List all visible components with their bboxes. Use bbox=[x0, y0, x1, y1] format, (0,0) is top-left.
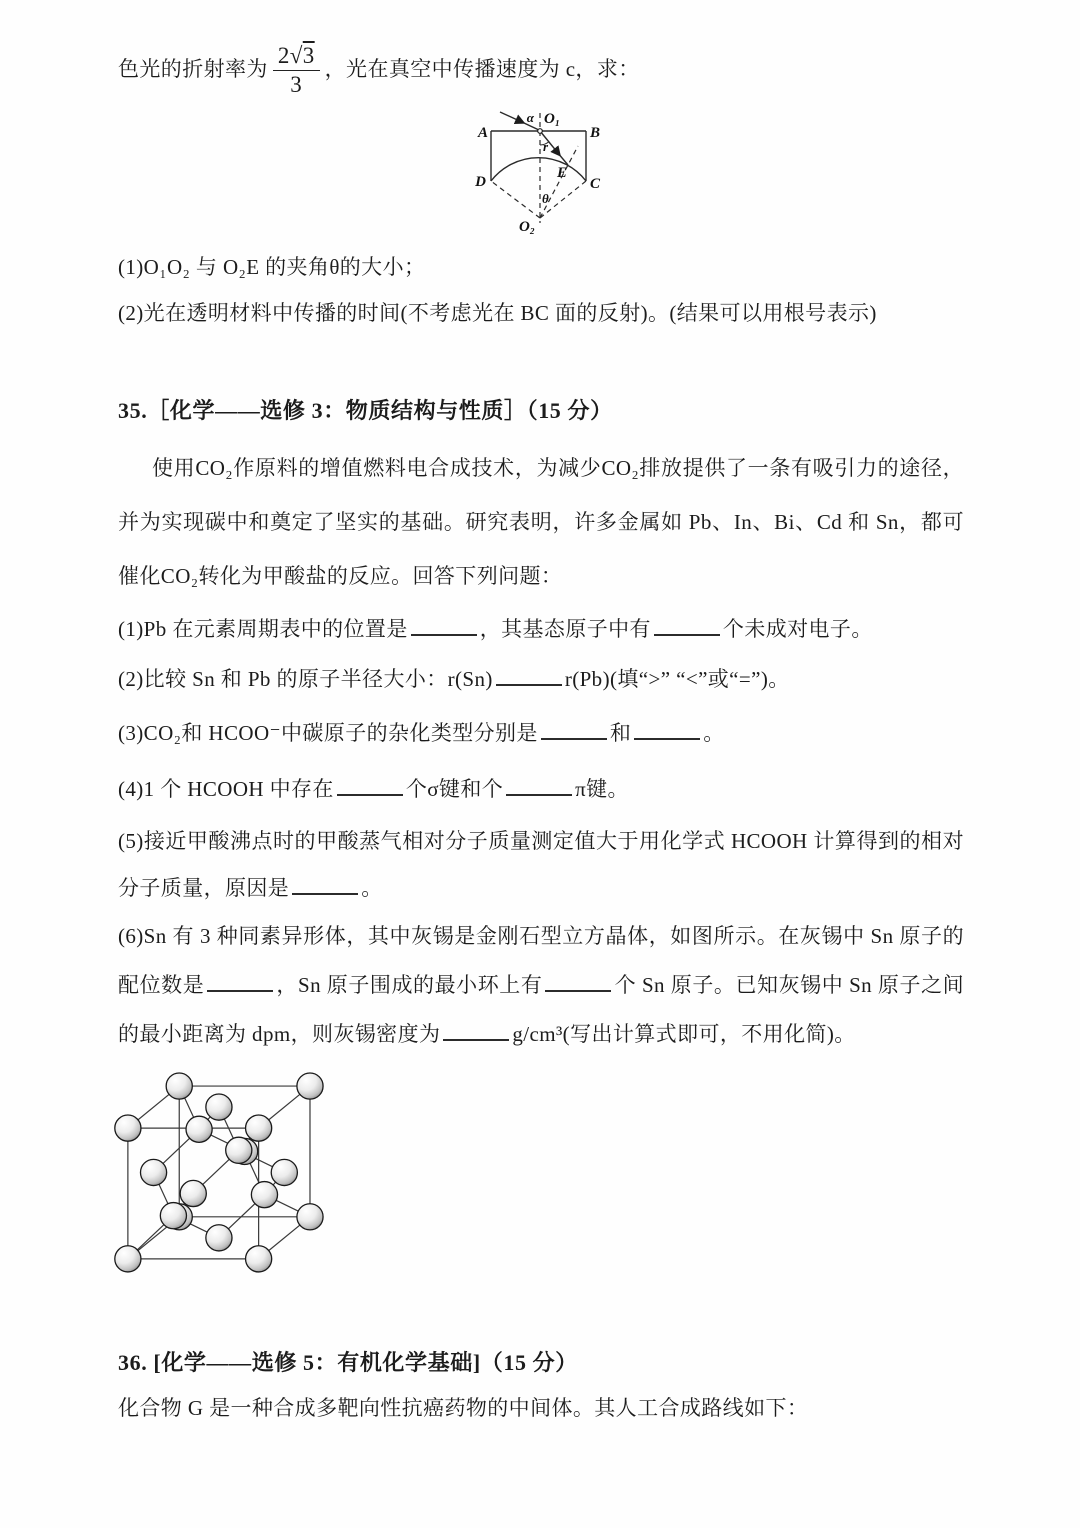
label-O2: O₂ bbox=[518, 219, 535, 235]
label-O1: O₁ bbox=[544, 111, 561, 127]
text-run: (4)1 个 HCOOH 中存在 bbox=[118, 777, 334, 801]
q35-item-2 bbox=[118, 664, 790, 696]
q36-intro: 化合物 G 是一种合成多靶向性抗癌药物的中间体。其人工合成路线如下： bbox=[118, 1396, 809, 1420]
text-run: (2)比较 Sn 和 Pb 的原子半径大小：r(Sn) bbox=[118, 667, 493, 691]
intro-prefix: 色光的折射率为 bbox=[118, 57, 268, 82]
text-run: 。 bbox=[361, 876, 383, 900]
answer-blank bbox=[545, 985, 611, 992]
sn-atom bbox=[251, 1182, 277, 1208]
fraction-denominator: 3 bbox=[290, 71, 303, 97]
answer-blank bbox=[207, 985, 273, 992]
radical-sign: √ bbox=[289, 42, 303, 68]
answer-blank bbox=[292, 888, 358, 895]
curved-surface-DC bbox=[491, 158, 586, 181]
q35-item-6 bbox=[118, 912, 964, 1059]
text-run: 。 bbox=[703, 721, 725, 745]
text-run: g/cm³(写出计算式即可，不用化简)。 bbox=[512, 1022, 856, 1046]
text-run: π键。 bbox=[575, 777, 629, 801]
sn-atom bbox=[115, 1246, 141, 1272]
text-run: 个 Sn 原子。已知灰锡中 Sn 原子之间的最小距离为 dpm，则灰锡密度为 bbox=[118, 973, 964, 1046]
text-run: (3)CO₂和 HCOO⁻中碳原子的杂化类型分别是 bbox=[118, 721, 538, 745]
fraction-radicand: 3 bbox=[302, 42, 315, 68]
label-C: C bbox=[590, 176, 601, 192]
fraction-coefficient: 2 bbox=[277, 42, 290, 68]
sn-atom bbox=[180, 1180, 206, 1206]
incident-ray bbox=[500, 112, 524, 123]
text-run: (1)Pb 在元素周期表中的位置是 bbox=[118, 617, 408, 641]
answer-blank bbox=[337, 789, 403, 796]
answer-blank bbox=[506, 789, 572, 796]
sn-atom bbox=[271, 1159, 297, 1185]
question-34-intro-line bbox=[118, 34, 640, 106]
text-run: 和 bbox=[609, 721, 632, 745]
sn-atom bbox=[206, 1094, 232, 1120]
sn-atom bbox=[206, 1225, 232, 1251]
answer-blank bbox=[411, 629, 477, 636]
text-run: r(Pb)(填“>” “<”或“=”)。 bbox=[564, 667, 790, 691]
q35-item-5 bbox=[118, 818, 964, 912]
q35-item-4 bbox=[118, 774, 629, 806]
q35-item-3 bbox=[118, 718, 725, 750]
text-run: 个σ键和个 bbox=[405, 777, 504, 801]
text-run: (6)Sn 有 3 种同素异形体，其中灰锡是金刚石型立方晶体，如图所示。在灰锡中 Sn 原子的配位数是 bbox=[118, 924, 964, 997]
q36-title: 36. [化学——选修 5：有机化学基础]（15 分） bbox=[118, 1350, 578, 1375]
q34-item-1: (1)O₁O₂ 与 O₂E 的夹角θ的大小； bbox=[118, 255, 426, 279]
sn-atom bbox=[115, 1115, 141, 1141]
text-run: ，其基态原子中有 bbox=[479, 617, 651, 641]
q34-item-2: (2)光在透明材料中传播的时间(不考虑光在 BC 面的反射)。(结果可以用根号表示) bbox=[118, 301, 877, 325]
answer-blank bbox=[541, 733, 607, 740]
crystal-structure-figure bbox=[112, 1068, 324, 1276]
q35-title: 35.［化学——选修 3：物质结构与性质］（15 分） bbox=[118, 398, 613, 423]
answer-blank bbox=[443, 1034, 509, 1041]
sn-atom bbox=[166, 1073, 192, 1099]
intro-suffix: ，光在真空中传播速度为 c，求： bbox=[324, 57, 640, 82]
answer-blank bbox=[634, 733, 700, 740]
q35-intro: 使用CO₂作原料的增值燃料电合成技术，为减少CO₂排放提供了一条有吸引力的途径，并为实现碳中和奠定了坚实的基础。研究表明，许多金属如 Pb、In、Bi、Cd 和 Sn，都可催化CO₂转化为甲酸盐的反应。回答下列问题： bbox=[118, 456, 964, 588]
fraction-2sqrt3-over-3 bbox=[273, 42, 320, 98]
fraction-numerator bbox=[273, 42, 320, 71]
q35-item-1 bbox=[118, 614, 873, 646]
sn-atom bbox=[140, 1159, 166, 1185]
answer-blank bbox=[654, 629, 720, 636]
label-D: D bbox=[475, 174, 486, 190]
label-alpha: α bbox=[526, 110, 534, 125]
text-run: ，Sn 原子围成的最小环上有 bbox=[276, 973, 543, 997]
label-B: B bbox=[590, 125, 601, 141]
dashed-O2D bbox=[491, 181, 540, 218]
label-A: A bbox=[477, 125, 488, 141]
sn-atom bbox=[246, 1115, 272, 1141]
label-r: r bbox=[543, 139, 549, 154]
label-theta: θ bbox=[542, 191, 549, 206]
answer-blank bbox=[496, 679, 562, 686]
text-run: 个未成对电子。 bbox=[722, 617, 873, 641]
sn-atom bbox=[186, 1116, 212, 1142]
sn-atom bbox=[297, 1204, 323, 1230]
label-E: E bbox=[556, 165, 568, 181]
sn-atom bbox=[297, 1073, 323, 1099]
point-O1-marker bbox=[538, 129, 543, 134]
optics-figure bbox=[468, 104, 628, 244]
dashed-O2E-extended bbox=[540, 146, 578, 218]
sn-atom bbox=[246, 1246, 272, 1272]
sn-atom bbox=[160, 1203, 186, 1229]
sn-atom bbox=[226, 1137, 252, 1163]
text-run: (5)接近甲酸沸点时的甲酸蒸气相对分子质量测定值大于用化学式 HCOOH 计算得到的相对分子质量，原因是 bbox=[118, 829, 964, 900]
